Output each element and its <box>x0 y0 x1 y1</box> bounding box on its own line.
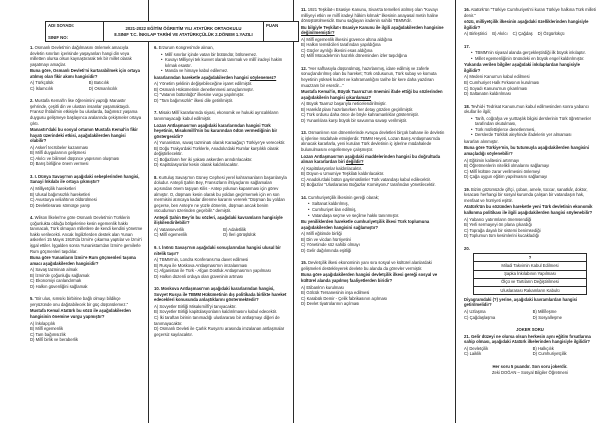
option: D) Saltanatın kaldırılması <box>464 91 512 97</box>
bullet-item: • Millet egemenliğinin önündeki en büyük engel kaldırılmıştır. <box>471 56 596 62</box>
option: A) Millî eğitimde birliği <box>301 231 342 237</box>
question-stem: sözü, milliyetçilik ilkesinin aşağıdaki özelliklerinden hangisiyle ilgilidir? <box>464 19 589 30</box>
question-stem: Atatürk'ün bu sözünden hareketle yeni Türk devletinin ekonomik kalkınma politikası ile ilgili aşağıdakilerden hangisi söylenebilir? <box>464 204 593 215</box>
option: B) Harekât planı hazırlanırken her detay gözden geçirilmiştir. <box>301 106 414 112</box>
question-stem: Buna göre Türkiye'nin, bu tutumuyla aşağıdakilerden hangisini amaçladığı söylenebilir? <box>464 145 590 157</box>
option: C) Millî kültüre zarar verilmesini önlemeyi <box>464 168 541 174</box>
question-stem: Manastır'daki bu sosyal ortamın Mustafa Kemal'in fikir hayatı üzerindeki etkisi, aşağıdakilerden hangisi olabilir? <box>30 127 138 144</box>
option: A) Etibank'ın kurulması <box>301 284 344 290</box>
option: A) Büyük Taarruz başarıyla neticelendirilmiştir. <box>301 101 387 107</box>
option: C) Yönetimde söz sahibi olmayı <box>301 242 360 248</box>
option: C) Güçler ayrılığı ilkesini esas aldığına <box>301 47 373 53</box>
question-stem: Mustafa Kemal Atatürk bu sözü ile aşağıdakilerden hangisinin önemine vurgu yapmıştır? <box>30 308 131 319</box>
options <box>30 267 143 289</box>
option: C) Soyadı Kanunu'nun çıkarılması <box>464 85 528 91</box>
option: D) "Tam bağımsızlık" ilkesi dile getirilmiştir. <box>154 97 234 103</box>
option: A) Devletçilik <box>464 345 489 351</box>
option: A) Eğitimin kalitesini artırmayı <box>464 157 520 163</box>
bullet-item: • Tarih, coğrafya ve yurttaşlık bilgisi derslerinin Türk öğretmenler tarafından okutulması, <box>471 116 596 127</box>
question-column-3 <box>295 0 453 314</box>
option: B) Batıcılık <box>88 80 109 86</box>
exam-title-line2: 8.SINIF T.C. İNKILAP TARİHİ VE ATATÜRKÇÜLÜK 2.DÖNEM 1.YAZILI <box>114 32 253 38</box>
option: D) Kapitülasyonlar kesin olarak kaldırılacaktır. <box>154 162 239 168</box>
question-stem: Diyagramdaki (?) yerine, aşağıdaki kavramlardan hangisi getirilmelidir? <box>464 296 578 308</box>
option: A) Yönetim şeklinin değişebileceğine işaret edilmiştir. <box>154 81 253 87</box>
option: D) Özgürlükçü <box>537 31 565 37</box>
options <box>154 304 287 337</box>
question-number: 10. <box>154 286 160 292</box>
question <box>301 195 448 253</box>
options <box>464 309 596 320</box>
option: B) Yerli sermayeyi ön plana çıkardığı <box>464 222 532 228</box>
option: D) Çağa uygun eğitim yapılmasını sağlamayı <box>464 174 548 180</box>
question-stem: 3. I. Dünya Savaşı'nın aşağıdaki sebeplerinden hangisi, Sanayi İnkılabı ile ortaya çıkmıştır? <box>30 173 140 185</box>
bullet-item: • Millî sınırlar içinde vatan bir bütündür, bölünemez. <box>161 52 287 58</box>
bullet-list <box>464 116 596 138</box>
diagram-table <box>473 253 587 295</box>
option: C) Çağdaş <box>512 31 533 37</box>
options <box>464 158 596 180</box>
question <box>464 44 596 97</box>
exam-title-line1: 2021-2022 EĞİTİM ÖĞRETİM YILI ATATÜRK ORTAOKULU <box>125 25 242 31</box>
question <box>464 327 596 357</box>
diagram-row: Şapka İnkılabının Yapılması <box>474 270 587 278</box>
question-intro: 5. "Bir ulus, sımsıkı birbirine bağlı olmayı bildikçe yeryüzünde onu dağıtabilecek bir güç düşünülemez." <box>30 296 129 307</box>
option: D) Millî Mücadele'nin hazırlık döneminden izler taşıdığına <box>301 53 408 59</box>
question-number: 8. <box>154 174 158 180</box>
options <box>154 227 287 238</box>
option: C) İki taraftan birinin tanımadığı uluslararası bir antlaşmayı diğeri de tanımayacaktır. <box>154 314 280 326</box>
question-stem: Buna göre aşağıdakilerden hangisi devletçilik ilkesi gereği sosyal ve kültürel alanda yapılmış faaliyetlerden biridir? <box>301 272 438 283</box>
question-stem: Buna göre Yunanların İzmir'e Rum göçmenleri taşıma amacı aşağıdakilerden hangisidir? <box>30 255 136 266</box>
score-cell: PUAN <box>266 23 279 28</box>
option: A) Savaş tazminatı almak <box>30 267 78 273</box>
bullet-item: • Manda ve himaye kabul edilemez. <box>161 68 287 74</box>
question-number: 19. <box>464 186 470 192</box>
question-intro: 8. Kurtuluş Savaşı'nın Güney Cephesi yerel kahramanların başarılarıyla doludur. Antepli Şahin Bey, Fransızların ihtiyaçlarını sağlamaları açısından önem taşıyan Kilis - Antep yolunun kapanması için görev almıştır. O, düşmanı kesin olarak bu yoldan geçirmemek için en son mermisini atıncaya kadar direnme kararını vererek "Düşman bu yoldan geçerse, ben Antep'e ne yüzle dönerim, düşman ancak benim vücudumun üzerinden geçebilir." demiştir. <box>154 174 287 214</box>
question <box>30 45 143 91</box>
option: B) Doğu Trakya'daki Türklerle, Anadolu'daki Rumlar karşılıklı olarak değiştirilecektir. <box>154 145 279 157</box>
option: A) TBMM'nin, Londra Konferansı'na davet edilmesi <box>154 257 249 263</box>
option: A) İnkılapçılık <box>30 320 56 326</box>
question <box>30 296 143 342</box>
option: B) Millîleşme <box>532 309 557 315</box>
option: D) Osmanlı Devleti ile Çarlık Rusya'sı arasında imzalanan antlaşmalar geçersiz sayılacaktır. <box>154 326 285 337</box>
option: C) Ekonomiyi canlandırmak <box>30 278 82 284</box>
option: B) Ulusal bağımsızlık hareketleri <box>30 191 91 197</box>
question-stem: Mustafa Kemal'in, Büyük Taarruz'un önemini ifade ettiği bu sözlerinden aşağıdakilerin hangisi çıkarılamaz? <box>301 89 443 100</box>
option: D) Cumhuriyetçilik <box>532 351 567 357</box>
column-divider <box>455 0 456 423</box>
option: B) Cumhuriyet Halk Fırkasının kurulması <box>464 80 540 86</box>
bullet-item: • Vatandaşa seçme ve seçilme hakkı tanınmıştır. <box>308 213 448 219</box>
option: A) Milliyetçilik hareketleri <box>30 186 76 192</box>
question-number: 13. <box>301 130 307 136</box>
question-number: 21. <box>464 333 470 339</box>
option: D) Halkın güvenliğini sağlamak <box>30 283 88 289</box>
option: A) Türkçülük <box>30 80 54 86</box>
diagram-header-cell: ? <box>474 254 587 262</box>
option: A) Kapitülasyonlar kaldırılacaktır. <box>301 165 362 171</box>
option: C) Toprağa dayalı bir sistemi benimsediği <box>464 227 541 233</box>
option: B) İzmir'de çoğunluğu sağlamak <box>30 272 90 278</box>
option: C) Çağdaşlaşma <box>464 314 496 320</box>
bullet-item: • Cumhuriyet ilan edilmiş, <box>308 207 448 213</box>
question-stem: Antepli Şahin Bey'in bu sözleri, aşağıdaki kavramların hangisiyle ilişkilendirilebilir? <box>154 214 283 226</box>
options <box>464 31 596 37</box>
question <box>154 175 287 238</box>
question <box>464 7 596 37</box>
bullet-item: • Saltanat kaldırılmış, <box>308 201 448 207</box>
bullet-item: • TBMM'nin siyasal alanda gerçekleştirdiği ilk büyük inkılaptır. <box>471 50 596 56</box>
option: A) Askerî tecrübeler kazanması <box>30 144 89 150</box>
question <box>464 104 596 180</box>
column-divider <box>293 0 294 423</box>
question-number: 6. <box>154 45 158 50</box>
question-number: 16. <box>464 7 470 12</box>
question-number: 2. <box>30 98 34 104</box>
option: D) Yunanlılara karşı büyük bir savunma savaşı verilmiştir. <box>301 117 408 123</box>
option: C) İslamcılık <box>30 85 54 91</box>
question-intro: 1. Osmanlı Devleti'nin dağılmasını önlemek amacıyla devletin sınırları içerisinde yaşayanları hangi din veya milletten olursa olsun kaynaştırarak tek bir millet olarak yaşatmayı amaçlar. <box>30 45 132 67</box>
question-intro: 19. Bizim gözümüzde çiftçi, çoban, amele, tüccar, sanatkâr, doktor, kısacası herhangi bir sosyal kurumda çalışan bir vatandaşın hak, menfaat ve hürriyeti eşittir. <box>464 186 588 203</box>
question-number: 3. <box>30 173 34 179</box>
option: B) Din ve vicdan hürriyetini <box>301 236 351 242</box>
question-number: 1. <box>30 45 34 50</box>
option: C) "Vatanın bütünlüğü" ilkesine vurgu yapılmıştır. <box>154 92 245 98</box>
option: D) Toplumun tüm kesimlerini kucakladığı <box>464 233 540 239</box>
question <box>464 187 596 239</box>
option: A) Vatanseverlik <box>154 226 185 232</box>
option: C) Karabük Demir - Çelik fabrikasının açılması <box>301 295 388 301</box>
question-number: 15. <box>301 260 307 266</box>
exam-footer <box>464 364 596 376</box>
question-column-1 <box>28 0 147 350</box>
question-intro: 14. Cumhuriyetçilik ilkesinin gereği olarak; <box>301 194 379 200</box>
option: D) Barış birliğine önem vermesi <box>30 161 89 167</box>
question <box>301 130 448 187</box>
option: D) Osmanlıcılık <box>88 85 118 91</box>
question <box>30 215 143 289</box>
option: C) Boğazların her iki yakası askerden arındırılacaktır. <box>154 156 253 162</box>
option: B) Sovyetler Birliği kapitülasyonların kaldırılmasını kabul edecektir. <box>154 309 278 315</box>
option: D) Halkın düzenli orduya olan güveninin artması <box>154 273 244 279</box>
column-divider <box>148 0 149 423</box>
options <box>301 101 448 123</box>
question-stem: 21. Gelir düzeyi ne olursa olsun herkesin aynı eğitim fırsatlarına sahip olması, aşağıdaki Atatürk ilkelerinden hangisiyle ilgilidir? <box>464 333 591 345</box>
question <box>154 245 287 279</box>
option: D) Millî birlik ve beraberlik <box>30 337 78 343</box>
option: D) Sosyalleşme <box>532 314 562 320</box>
option: B) Adaletlilik <box>223 226 246 232</box>
question-stem: kararlarından hareketle aşağıdakilerden hangisi söylenemez? <box>154 74 277 80</box>
question-intro: 15. Devletçilik ilkesi ekonominin yanı sıra sosyal ve kültürel alanlardaki gelişmeleri destekleyerek devlete bu alanda da görevler vermiştir. <box>301 260 432 271</box>
option: D) Devlet tiyatrolarının açılması <box>301 301 360 307</box>
option: C) Anadolu'daki bütün gayrimüslimler Türk vatandaşı kabul edilecektir. <box>301 176 431 182</box>
question-number: 9. <box>154 244 158 250</box>
question-number: 11. <box>301 7 307 12</box>
question <box>30 174 143 208</box>
question-stem: 9. I. İnönü Savaşı'nın aşağıdaki sonuçlarından hangisi ulusal bir nitelik taşır? <box>154 244 281 256</box>
joker-label: JOKER SORU <box>516 327 544 333</box>
options <box>154 257 287 279</box>
option: A) Sovyetler Birliği Misakımillî'yi tanıyacaktır. <box>154 303 237 309</box>
options <box>30 321 143 343</box>
option: A) Uzlaşma <box>464 309 486 315</box>
question-stem: Bu yeniliklerden hareketle cumhuriyetçilik ilkesi Türk toplumuna aşağıdakilerden hangisini sağlamıştır? <box>301 219 430 230</box>
diagram-row: Ölçü ve Tartıların Değiştirilmesi <box>474 278 587 286</box>
option: B) Öğretmenlerin nitelikli olmalarını sağlamayı <box>464 163 550 169</box>
question-number: 17. <box>464 43 470 49</box>
options <box>301 166 448 188</box>
question-intro: 4. Wilson İlkeleri'ne göre Osmanlı Devleti'nin Türklerin çoğunlukta olduğu bölgelerine kesin egemenlik hakkı tanınacak, Türk olmayan milletlere de kendi kendini yönetme hakkı verilecekti. Ancak İngilizlerden destek alan Yunan askerleri 15 Mayıs 1919'da İzmir'e çıkarma yaptılar ve İzmir'i işgal ettiler. İşgalden sonra Yunanistan'dan İzmir'e gemilerle Rum göçmenleri taşıdılar. <box>30 215 143 254</box>
option: D) İleri görüşlülük <box>223 232 256 238</box>
options <box>301 37 448 59</box>
diagram-row: Miladi Takvimin Kabul Edilmesi <box>474 262 587 270</box>
option: B) Rusya ile Moskova Antlaşması'nın imzalanması <box>154 262 248 268</box>
question <box>464 246 596 320</box>
bullet-list <box>301 201 448 218</box>
question <box>301 66 448 123</box>
option: B) Halkın temsilcileri tarafından yapıldığına <box>301 42 381 48</box>
option: B) Osmanlı Hükümetinin denetlenmesi amaçlanmıştır. <box>154 86 254 92</box>
question-intro: 13. Osmanlının son dönemlerinde Avrupa devletleri birçok bahane ile devletin iç işlerine müdahale etmişlerdir. TBMM Heyeti, Lozan Barış Antlaşması'nda alınacak kararlarla, yeni kurulan Türk devletinin iç işlerine müdahalede bulunulmasını engellemeye çalışmıştır. <box>301 130 445 153</box>
question-stem: Lozan Antlaşması'nın aşağıdaki kararlarından hangisi Türk heyetinin, Misakımillî'nin bu kararından ödün vermediğinin bir göstergesidir? <box>154 122 278 139</box>
question-stem: Bu bilgiyle Teşkilat-ı Esasiye Kanunu ile ilgili aşağıdakilerden hangisine değinilmemiştir? <box>301 24 444 36</box>
bullet-list <box>464 50 596 61</box>
bullet-item: • Türk müfettişlerce denetlenmesi, <box>471 127 596 133</box>
question-column-4 <box>457 0 600 376</box>
options <box>30 145 143 167</box>
question-intro: 2. Mustafa Kemal'in lise öğrenimini yaptığı Manastır şehrinde, çeşitli din ve ulustan insanlar yaşamaktaydı. Fransız İhtilali'nin etkisiyle bu uluslarda, bağımsız yaşama duygusu gelişmeye başlayınca aralarında çekişmeler ortaya çıktı. <box>30 98 142 126</box>
option: A) Millî egemenlik ilkesini güvence altına aldığına <box>301 36 393 42</box>
question <box>154 286 287 337</box>
question-column-2 <box>150 0 291 344</box>
name-label: ADI SOYADI: <box>48 23 75 28</box>
question-stem: Buna göre, Osmanlı Devleti'ni kurtarabilmek için ortaya atılmış olan fikir akımı hangisidir? <box>30 68 140 79</box>
option: C) Avusturya veliahtının öldürülmesi <box>30 197 97 203</box>
options <box>301 285 448 307</box>
option: A) Yabancı yatırımların önemsendiği <box>464 216 532 222</box>
question-number: 20. <box>464 245 470 251</box>
option: B) Gölcük Tersanesinin inşa edilmesi <box>301 290 370 296</box>
option: D) Gelir dağılımında eşitliği <box>301 247 352 253</box>
options <box>301 231 448 253</box>
option: B) Halkçılık <box>532 345 554 351</box>
question-number: 18. <box>464 103 470 109</box>
teacher-signature: Zeki DOĞAN – Sosyal Bilgiler Öğretmeni <box>491 370 569 376</box>
question-intro: 12. "Her safhasıyla düşünülmüş, hazırlanmış, idare edilmiş ve zaferle sonuçlandırılmış olan bu hareket; Türk ordusunun, Türk subay ve komuta heyetinin yüksek kudret ve kahramanlığını tarihe bir kere daha yazdıran muazzam bir eserdir..." <box>301 65 437 88</box>
question-stem: Lozan Antlaşması'nın aşağıdaki maddelerinden hangisi bu doğrultuda alınan kararlardan biri değildir? <box>301 153 441 165</box>
option: B) Millî duygularının gelişmesi <box>30 150 86 156</box>
option: A) Medeni Kanun'un kabul edilmesi <box>464 74 530 80</box>
question-number: 5. <box>30 296 34 302</box>
option: B) Akılcı <box>492 31 508 37</box>
option: B) Millî egemenlik <box>30 326 64 332</box>
options <box>30 80 143 91</box>
question-number: 12. <box>301 65 307 71</box>
question-intro: 11. 1921 Teşkilat-ı Esasiye Kanunu, Sivas'ta temelleri atılmış olan "Kuvayı milliyeyi etkin ve millî iradeyi hâkim kılmak" ilkesinin anayasal metin haline dönüştürülmesidir. Bunu sağlayan iradenin sahibi TBMM'dir. <box>301 7 439 24</box>
question-intro: 7. Misakı Millî kararlarında siyasi, ekonomik ve hukuki ayrıcalıkların tanınmayacağı kabul edilmiştir. <box>154 110 279 122</box>
question-number: 14. <box>301 194 307 200</box>
option: A) Birleştirici <box>464 31 488 37</box>
options <box>154 140 287 168</box>
question-intro <box>464 246 596 252</box>
bullet-item: • Derslerde Türklük aleyhinde ifadelerin yer almaması <box>471 132 596 138</box>
options <box>464 217 596 239</box>
option: C) Laiklik <box>464 351 482 357</box>
option: C) Türk ordusu daha önce de böyle kahramanlıklar göstermiştir. <box>301 112 419 118</box>
after-bullets-text: kararları alınmıştır. <box>464 138 499 144</box>
question-stem: 10. Moskova Antlaşması'nın aşağıdaki kararlarından hangisi, Sovyet Rusya ile TBMM Hükümetinin dış politikada birlikte hareket edecekleri konusunda anlaştıklarını göstermektedir? <box>154 286 287 303</box>
option: D) Devletlerarası sömürge yarışı <box>30 202 91 208</box>
question <box>301 7 448 59</box>
option: A) Yunanistan, savaş tazminatı olarak Karaağaç'ı Türkiye'ye verecektir. <box>154 140 286 146</box>
class-label: SINIF NO: <box>48 35 69 40</box>
question <box>30 98 143 167</box>
question <box>154 45 287 103</box>
option: C) Afganistan ile Türk - Afgan Dostluk Antlaşması'nın yapılması <box>154 268 271 274</box>
bullet-item: • Kuvayı Milliyeyi tek kuvvet olarak tanımak ve millî iradeyi hakim kılmak esastır. <box>161 57 287 68</box>
option: B) Düyun-u Umumiye Teşkilatı kaldırılacaktır. <box>301 171 385 177</box>
question <box>301 260 448 306</box>
options <box>154 81 287 103</box>
question <box>154 110 287 167</box>
bullet-list <box>154 52 287 74</box>
option: C) Akılcı ve bilimsel düşünce yapısının oluşması <box>30 155 120 161</box>
question-intro: 6. Erzurum Kongresi'nde alınan, <box>154 45 214 50</box>
option: C) Tam bağımsızlık <box>30 331 66 337</box>
options <box>464 74 596 96</box>
option: D) Boğazlar "Uluslararası Boğazlar Komisyonu" tarafından yönetilecektir. <box>301 182 436 188</box>
question-intro: 18. Tevhid-i Tedrisat Kanunu'nun kabul edilmesinden sonra yabancı okullar ile ilgili; <box>464 103 589 115</box>
question-intro <box>464 44 596 50</box>
question-number: 4. <box>30 215 34 221</box>
option: C) Millî egemenlik <box>154 232 188 238</box>
question-intro: 16. Atatürk'ün "Türkiye Cumhuriyeti'ni kuran Türkiye halkına Türk milleti denir." <box>464 7 596 18</box>
question-stem: Yukarıda verilen bilgiler aşağıdaki inkılaplardan hangisiyle ilgilidir? <box>464 62 580 73</box>
scoring-note: Her soru 5 puandır. Son soru jokerdir. <box>492 363 568 369</box>
options <box>464 346 596 357</box>
question-number: 7. <box>154 110 158 116</box>
diagram-row: Uluslararası Rakamların Kabulü <box>474 286 587 294</box>
options <box>30 186 143 208</box>
